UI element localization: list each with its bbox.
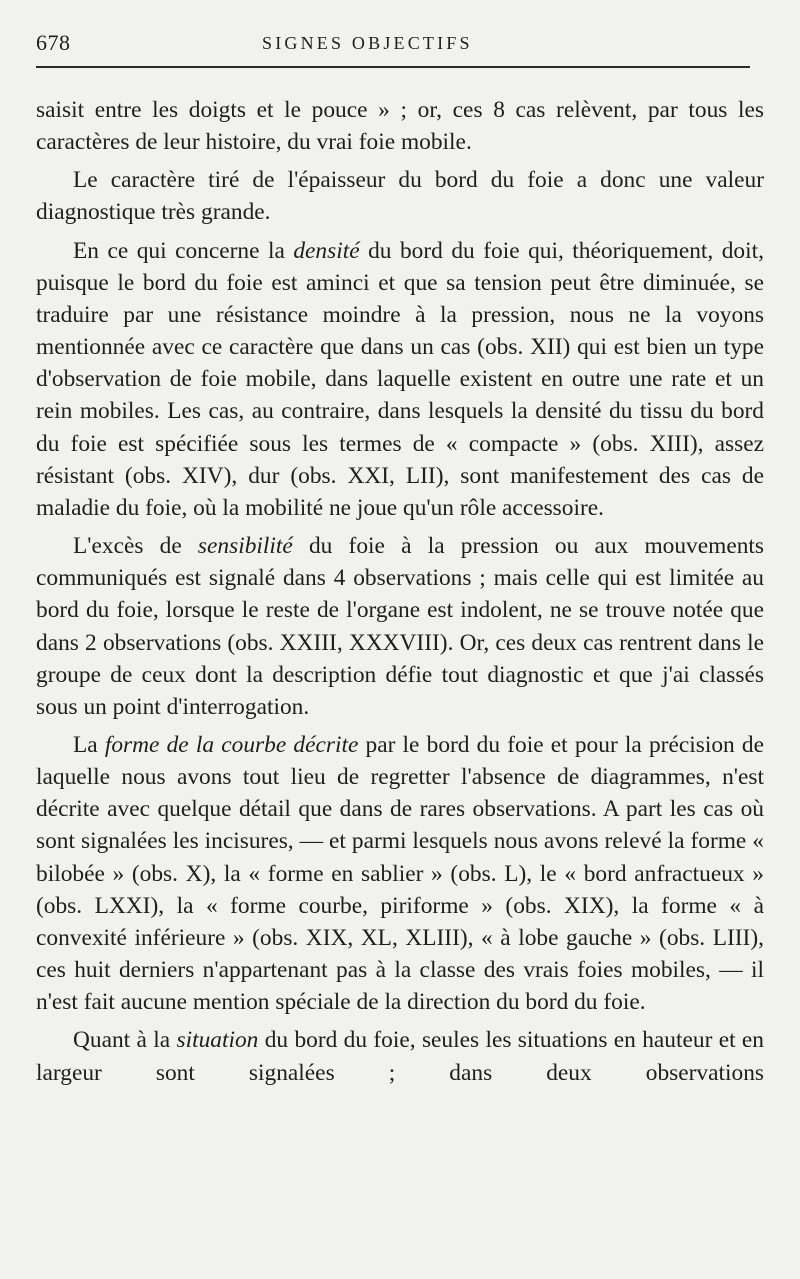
running-head: SIGNES OBJECTIFS	[262, 33, 473, 53]
text-run: L'excès de	[73, 533, 198, 560]
text-run: du bord du foie qui, théoriquement, doit, puisque le bord du foie est aminci et que sa tension peut être diminuée, se traduire par une résistance moindre à la pression, nous ne la voyons mentionnée avec ce caractère que dans un cas (obs. XII) qui est bien un type d'observation de foie mobile, dans laquelle existent en outre une rate et un rein mobiles. Les cas, au contraire, dans lesquels la densité du tissu du bord du foie est spécifiée sous les termes de « compacte » (obs. XIII), assez résistant (obs. XIV), dur (obs. XXI, LII), sont manifestement des cas de maladie du foie, où la mobilité ne joue qu'un rôle accessoire.	[36, 237, 764, 521]
body-text	[36, 94, 764, 1089]
header-rule	[36, 66, 750, 68]
text-run: Le caractère tiré de l'épaisseur du bord du foie a donc une valeur diagnostique très grande.	[36, 167, 764, 226]
page-header	[36, 30, 750, 64]
paragraph	[36, 530, 764, 723]
text-run: du bord du foie, seules les situations en hauteur et en largeur sont signalées ; dans deux observations	[36, 1027, 765, 1086]
paragraph	[36, 164, 764, 228]
paragraph	[36, 1024, 764, 1088]
italic-term: sensibilité	[197, 533, 293, 560]
italic-term: situation	[176, 1027, 259, 1054]
text-run: Quant à la	[73, 1027, 177, 1054]
page-number: 678	[36, 30, 71, 55]
text-run: En ce qui concerne la	[73, 237, 294, 264]
text-run: saisit entre les doigts et le pouce » ; or, ces 8 cas relèvent, par tous les caractères de leur histoire, du vrai foie mobile.	[36, 97, 764, 156]
italic-term: densité	[293, 237, 360, 264]
paragraph	[36, 235, 764, 524]
paragraph	[36, 94, 764, 158]
text-run: par le bord du foie et pour la précision de laquelle nous avons tout lieu de regretter l'absence de diagrammes, n'est décrite avec quelque détail que dans de rares observations. A part les cas où sont signalées les incisures, — et parmi lesquels nous avons relevé la forme « bilobée » (obs. X), la « forme en sablier » (obs. L), le « bord anfractueux » (obs. LXXI), la « forme courbe, piriforme » (obs. XIX), la forme « à convexité inférieure » (obs. XIX, XL, XLIII), « à lobe gauche » (obs. LIII), ces huit derniers n'appartenant pas à la classe des vrais foies mobiles, — il n'est fait aucune mention spéciale de la direction du bord du foie.	[36, 731, 764, 1016]
text-run: du foie à la pression ou aux mouvements communiqués est signalé dans 4 observations ; mais celle qui est limitée au bord du foie, lorsque le reste de l'organe est indolent, ne se trouve notée que dans 2 observations (obs. XXIII, XXXVIII). Or, ces deux cas rentrent dans le groupe de ceux dont la description défie tout diagnostic et que j'ai classés sous un point d'interrogation.	[36, 533, 765, 720]
italic-term: forme de la courbe décrite	[104, 731, 359, 758]
paragraph	[36, 729, 764, 1018]
text-run: La	[73, 731, 105, 758]
